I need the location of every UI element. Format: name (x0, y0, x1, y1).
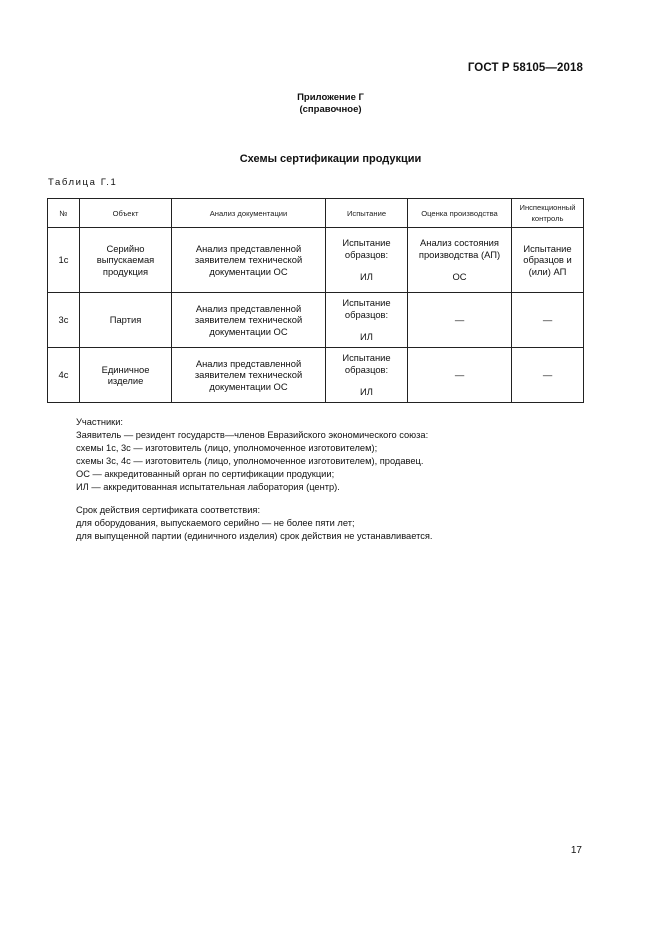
column-header-production-assessment: Оценка производства (408, 199, 512, 228)
table-row (48, 348, 584, 403)
note-line: для оборудования, выпускаемого серийно — не более пяти лет; (76, 518, 355, 528)
cell-doc-analysis: Анализ представленной заявителем технической документации ОС (172, 293, 326, 348)
cell-number: 4с (48, 348, 80, 403)
column-header-doc-analysis: Анализ документации (172, 199, 326, 228)
testing-text: Испытание образцов: (342, 297, 391, 320)
cell-object: Партия (80, 293, 172, 348)
table-caption: Таблица Г.1 (48, 177, 118, 188)
testing-lab: ИЛ (360, 271, 373, 283)
note-line: схемы 3с, 4с — изготовитель (лицо, уполномоченное изготовителем), продавец. (76, 456, 424, 466)
column-header-number: № (48, 199, 80, 228)
cell-number: 1с (48, 228, 80, 293)
note-line: ОС — аккредитованный орган по сертификации продукции; (76, 469, 335, 479)
cell-testing (326, 348, 408, 403)
cell-doc-analysis: Анализ представленной заявителем технической документации ОС (172, 228, 326, 293)
document-code: ГОСТ Р 58105—2018 (467, 62, 583, 74)
testing-lab: ИЛ (360, 331, 373, 343)
cell-production-assessment (408, 228, 512, 293)
validity-heading: Срок действия сертификата соответствия: (76, 505, 261, 515)
section-title: Схемы сертификации продукции (239, 153, 422, 165)
appendix-heading (0, 92, 661, 116)
testing-text: Испытание образцов: (342, 237, 391, 260)
note-line: схемы 1с, 3с — изготовитель (лицо, уполномоченное изготовителем); (76, 443, 378, 453)
cell-object: Серийно выпускаемая продукция (80, 228, 172, 293)
certification-schemes-table (47, 198, 584, 403)
appendix-subtitle: (справочное) (299, 104, 362, 115)
cell-testing (326, 293, 408, 348)
note-line: ИЛ — аккредитованная испытательная лаборатория (центр). (76, 482, 340, 492)
cell-inspection-control: Испытание образцов и (или) АП (512, 228, 584, 293)
note-line: для выпущенной партии (единичного изделия) срок действия не устанавливается. (76, 531, 433, 541)
column-header-object: Объект (80, 199, 172, 228)
page-number: 17 (570, 845, 582, 856)
cell-production-assessment: — (408, 293, 512, 348)
cell-number: 3с (48, 293, 80, 348)
cell-doc-analysis: Анализ представленной заявителем технической документации ОС (172, 348, 326, 403)
column-header-inspection-control: Инспекционный контроль (512, 199, 584, 228)
testing-text: Испытание образцов: (342, 352, 391, 375)
production-text: Анализ состояния производства (АП) (418, 237, 501, 260)
cell-inspection-control: — (512, 293, 584, 348)
table-header-row (48, 199, 584, 228)
cell-testing (326, 228, 408, 293)
appendix-title: Приложение Г (297, 92, 364, 103)
participants-heading: Участники: (76, 417, 123, 427)
production-body: ОС (452, 271, 467, 283)
cell-production-assessment: — (408, 348, 512, 403)
table-row (48, 228, 584, 293)
column-header-testing: Испытание (326, 199, 408, 228)
table-notes (76, 416, 433, 543)
testing-lab: ИЛ (360, 386, 373, 398)
note-line: Заявитель — резидент государств—членов Евразийского экономического союза: (76, 430, 429, 440)
cell-object: Единичное изделие (80, 348, 172, 403)
table-row (48, 293, 584, 348)
cell-inspection-control: — (512, 348, 584, 403)
